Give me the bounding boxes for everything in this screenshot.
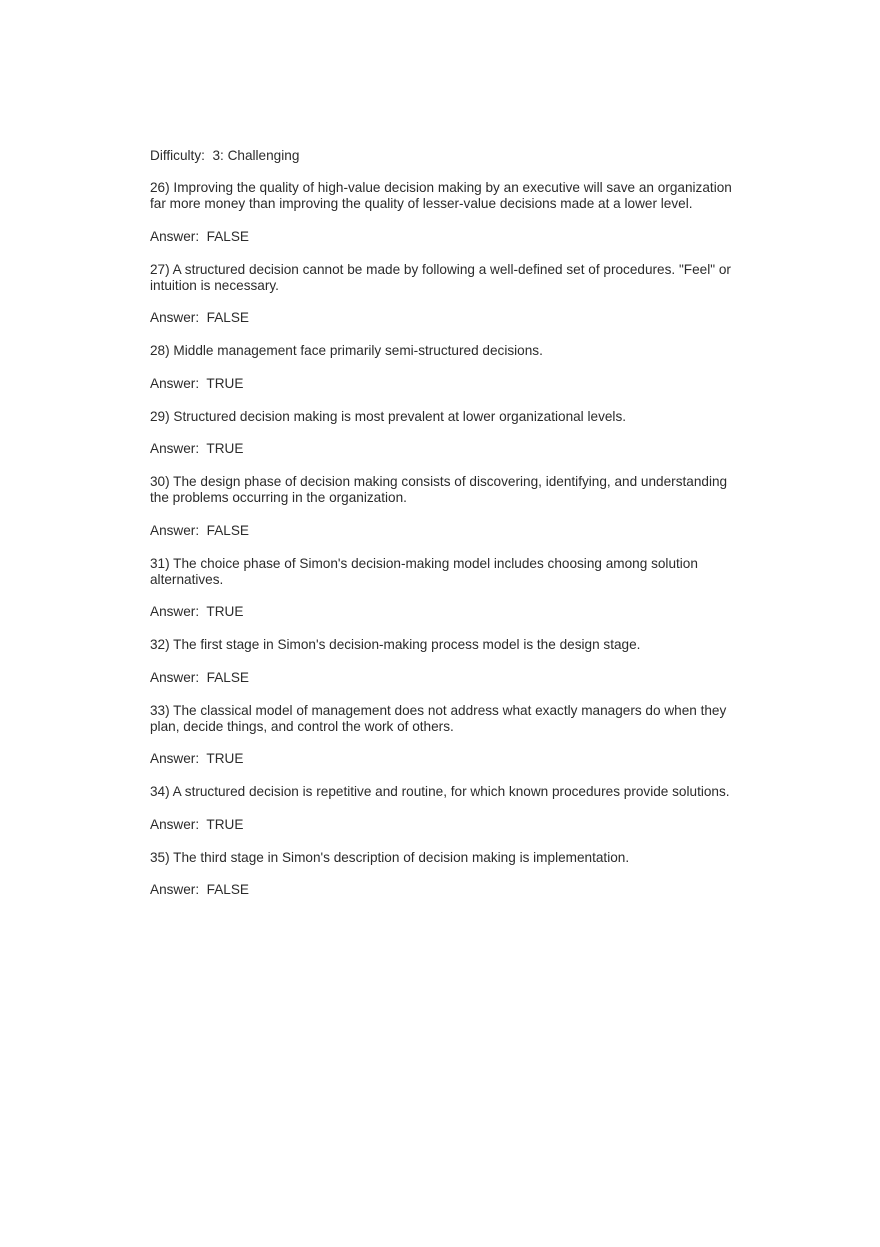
question-text: 32) The first stage in Simon's decision-making process model is the design stage. (150, 637, 641, 653)
question-text: 34) A structured decision is repetitive and routine, for which known procedures provide solutions. (150, 784, 730, 800)
answer-value: TRUE (206, 604, 244, 620)
answer-value: FALSE (206, 522, 249, 538)
answer-line (150, 229, 735, 245)
difficulty-value: 3: Challenging (212, 148, 300, 163)
document-page (150, 148, 735, 915)
question-text: 31) The choice phase of Simon's decision-making model includes choosing among solution alternatives. (150, 555, 698, 588)
answer-label: Answer: (150, 375, 200, 391)
answer-line (150, 817, 735, 833)
answer-line (150, 441, 735, 457)
answer-value: TRUE (206, 375, 244, 391)
answer-label: Answer: (150, 882, 200, 898)
answer-line (150, 523, 735, 539)
answer-value: FALSE (206, 669, 249, 685)
question-block (150, 180, 735, 245)
question-block (150, 409, 735, 457)
question-text: 30) The design phase of decision making consists of discovering, identifying, and understanding the problems occurring in the organization. (150, 474, 728, 506)
question-block (150, 262, 735, 327)
question-list (150, 180, 735, 898)
answer-line (150, 751, 735, 767)
answer-label: Answer: (150, 522, 200, 538)
difficulty-line (150, 148, 735, 164)
answer-value: TRUE (206, 441, 244, 457)
answer-label: Answer: (150, 816, 200, 832)
question-text: 29) Structured decision making is most prevalent at lower organizational levels. (150, 408, 627, 424)
answer-label: Answer: (150, 604, 200, 620)
answer-value: TRUE (206, 816, 244, 832)
question-text: 28) Middle management face primarily semi-structured decisions. (150, 343, 543, 359)
answer-line (150, 882, 735, 898)
answer-label: Answer: (150, 751, 200, 767)
question-block (150, 784, 735, 832)
answer-value: FALSE (206, 228, 249, 244)
answer-value: TRUE (206, 751, 244, 767)
question-text: 27) A structured decision cannot be made by following a well-defined set of procedures. "Feel" or intuition is necessary. (150, 261, 731, 294)
answer-line (150, 310, 735, 326)
question-block (150, 850, 735, 898)
answer-label: Answer: (150, 441, 200, 457)
answer-label: Answer: (150, 228, 200, 244)
answer-line (150, 670, 735, 686)
answer-value: FALSE (206, 882, 249, 898)
question-text: 35) The third stage in Simon's description of decision making is implementation. (150, 849, 630, 865)
question-block (150, 703, 735, 768)
question-text: 26) Improving the quality of high-value decision making by an executive will save an organization far more money than improving the quality of lesser-value decisions made at a lower level. (150, 180, 732, 212)
question-block (150, 637, 735, 685)
answer-label: Answer: (150, 310, 200, 326)
difficulty-label: Difficulty: (150, 148, 205, 163)
answer-value: FALSE (206, 310, 249, 326)
question-text: 33) The classical model of management does not address what exactly managers do when they plan, decide things, and control the work of others. (150, 702, 727, 735)
question-block (150, 474, 735, 539)
answer-label: Answer: (150, 669, 200, 685)
answer-line (150, 376, 735, 392)
question-block (150, 556, 735, 621)
question-block (150, 343, 735, 391)
answer-line (150, 604, 735, 620)
